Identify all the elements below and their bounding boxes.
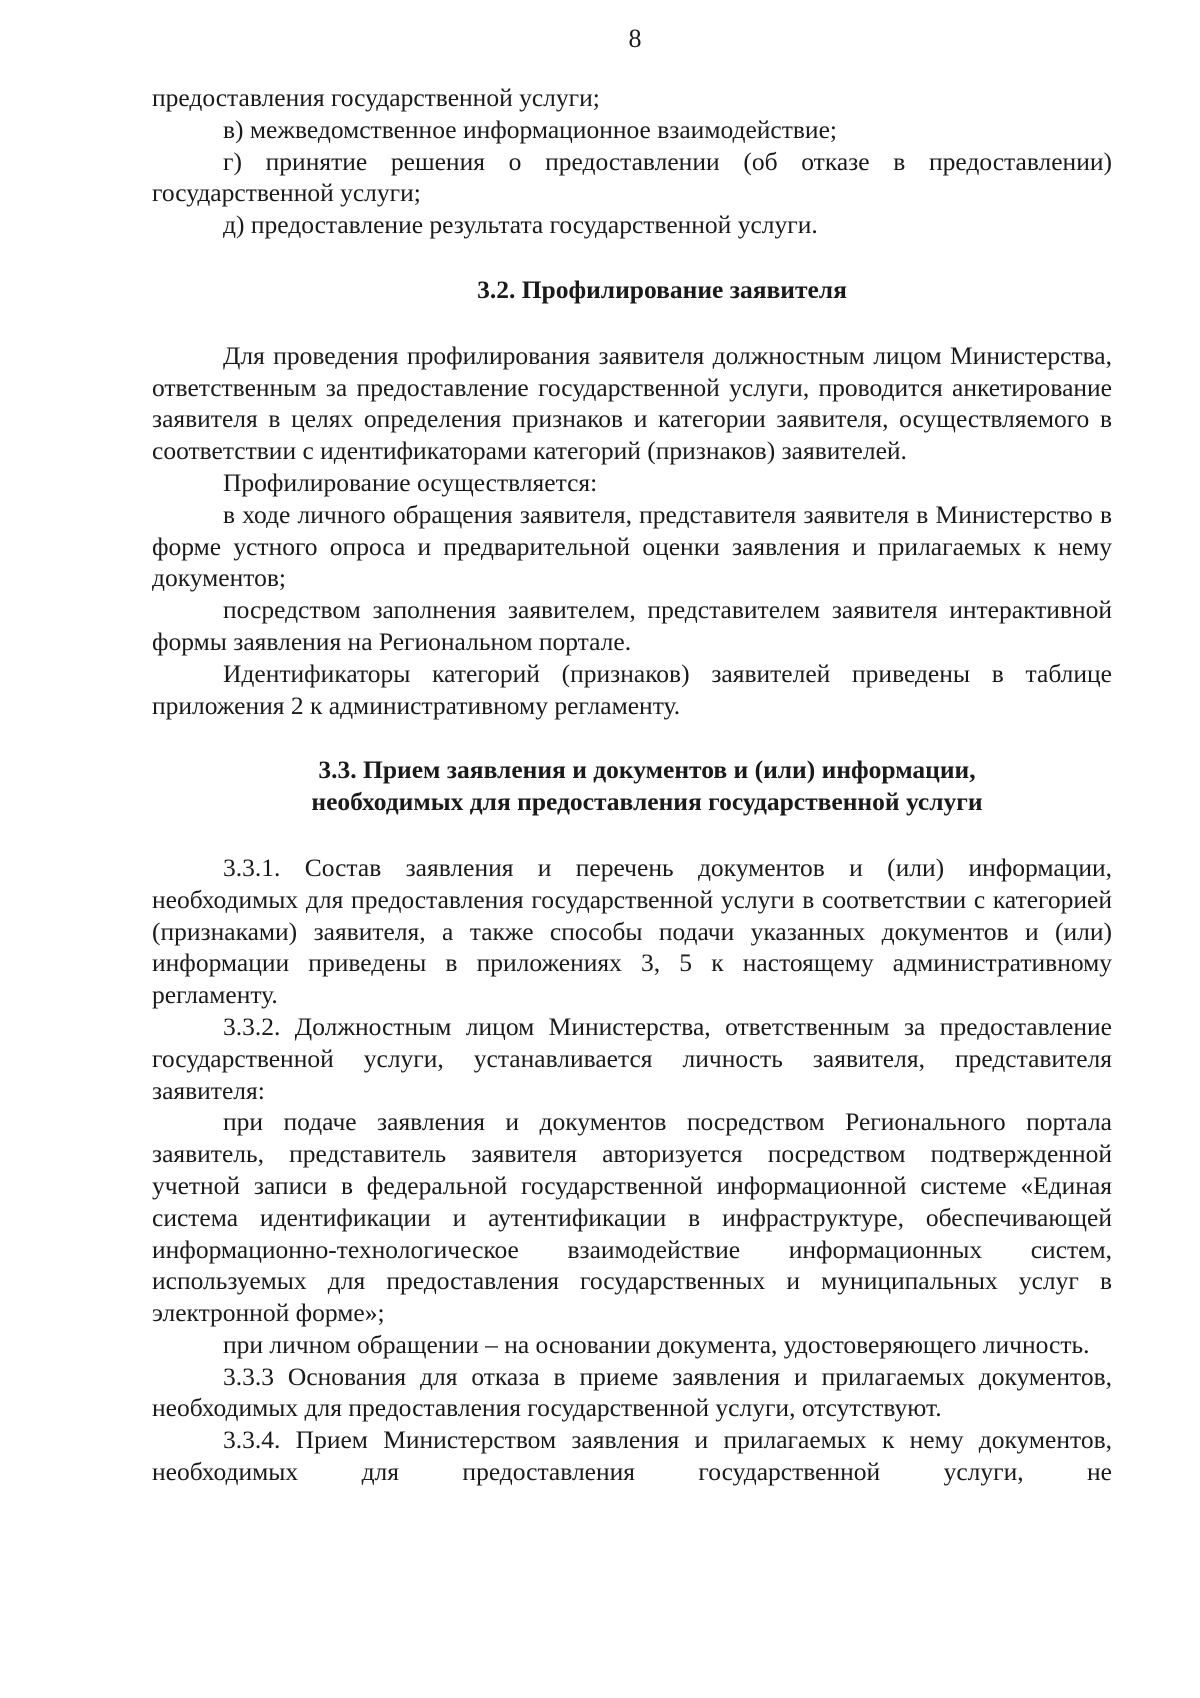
intro-list-item-g: г) принятие решения о предоставлении (об отказе в предоставлении) государственной услуги;	[152, 146, 1112, 208]
intro-paragraph-continuation: предоставления государственной услуги;	[152, 83, 600, 112]
document-body	[152, 82, 1112, 1488]
section-3-3-paragraph: 3.3.3 Основания для отказа в приеме заявления и прилагаемых документов, необходимых для предоставления государственной услуги, отсутствуют.	[152, 1361, 1112, 1423]
section-3-2-heading: 3.2. Профилирование заявителя	[477, 274, 847, 304]
section-3-2-paragraph: Для проведения профилирования заявителя должностным лицом Министерства, ответственным за предоставление государственной услуги, проводится анкетирование заявителя в целях определения признаков и категории заявителя, осуществляемого в соответствии с идентификаторами категорий (признаков) заявителей.	[152, 340, 1112, 466]
section-3-3-heading	[152, 754, 1112, 818]
section-3-3-paragraph: 3.3.4. Прием Министерством заявления и прилагаемых к нему документов, необходимых для предоставления государственной услуги, не	[152, 1425, 1112, 1487]
section-3-3-paragraph: при подаче заявления и документов посредством Регионального портала заявитель, представитель заявителя авторизуется посредством подтвержденной учетной записи в федеральной государственной информационной системе «Единая система идентификации и аутентификации в инфраструктуре, обеспечивающей информационно-технологическое взаимодействие информационных систем, используемых для предоставления государственных и муниципальных услуг в электронной форме»;	[152, 1107, 1112, 1328]
section-3-2-paragraph: Идентификаторы категорий (признаков) заявителей приведены в таблице приложения 2 к административному регламенту.	[152, 658, 1112, 720]
section-3-2-paragraph: в ходе личного обращения заявителя, представителя заявителя в Министерство в форме устного опроса и предварительной оценки заявления и прилагаемых к нему документов;	[152, 499, 1112, 593]
section-3-3-heading-line1: 3.3. Прием заявления и документов и (или) информации,	[318, 755, 976, 785]
section-3-3-paragraph: 3.3.1. Состав заявления и перечень документов и (или) информации, необходимых для предоставления государственной услуги в соответствии с категорией (признаками) заявителя, а также способы подачи указанных документов и (или) информации приведены в приложениях 3, 5 к настоящему административному регламенту.	[152, 852, 1112, 1010]
section-3-3-paragraph: 3.3.2. Должностным лицом Министерства, ответственным за предоставление государственной услуги, устанавливается личность заявителя, представителя заявителя:	[152, 1011, 1112, 1105]
page-number: 8	[628, 24, 642, 53]
section-3-3-paragraph: при личном обращении – на основании документа, удостоверяющего личность.	[223, 1329, 1090, 1359]
section-3-2-paragraph: посредством заполнения заявителем, представителем заявителя интерактивной формы заявления на Региональном портале.	[152, 595, 1112, 656]
section-3-2-paragraph: Профилирование осуществляется:	[223, 467, 598, 497]
intro-list-item-v: в) межведомственное информационное взаимодействие;	[223, 114, 837, 144]
intro-list-item-d: д) предоставление результата государственной услуги.	[223, 210, 818, 240]
section-3-3-heading-line2: необходимых для предоставления государственной услуги	[311, 787, 983, 817]
